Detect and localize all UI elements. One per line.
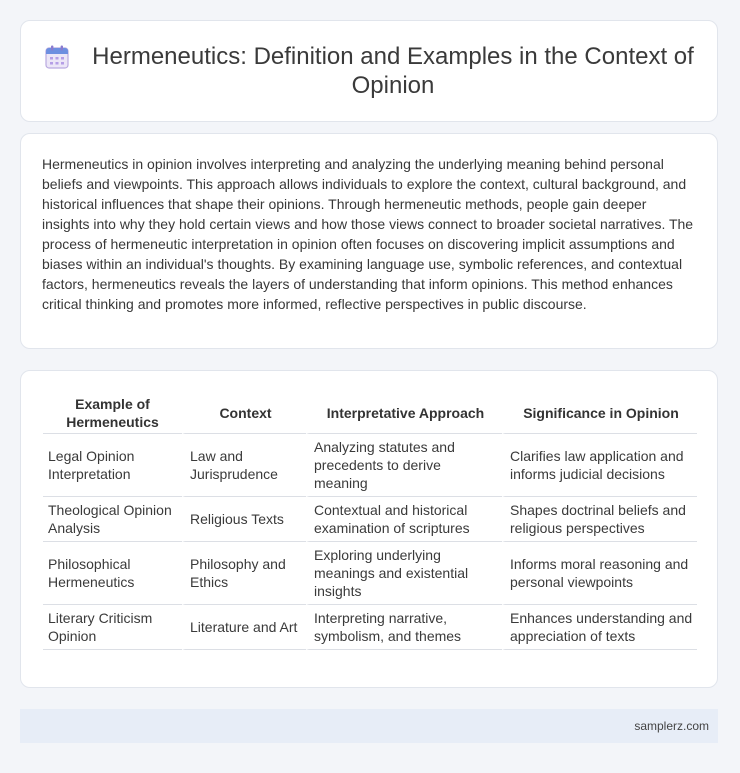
page-title: Hermeneutics: Definition and Examples in the Context of Opinion <box>92 43 694 99</box>
table-card <box>20 370 718 688</box>
intro-card <box>20 133 718 349</box>
calendar-icon <box>43 43 71 71</box>
table-cell: Exploring underlying meanings and existential insights <box>306 542 502 605</box>
table-cell: Interpreting narrative, symbolism, and themes <box>306 605 502 650</box>
table-row <box>43 542 697 605</box>
title-card <box>20 20 718 122</box>
intro-paragraph: Hermeneutics in opinion involves interpreting and analyzing the underlying meaning behind personal beliefs and viewpoints. This approach allows individuals to explore the context, cultural background, and historical influences that shape their opinions. Through hermeneutic methods, people gain deeper insights into why they hold certain views and how those views connect to broader societal narratives. The process of hermeneutic interpretation in opinion often focuses on discovering implicit assumptions and biases within an individual's thoughts. By examining language use, symbolic references, and contextual factors, hermeneutics reveals the layers of understanding that inform opinions. This method enhances critical thinking and promotes more informed, reflective perspectives in public discourse. <box>42 156 694 312</box>
examples-table <box>43 393 697 650</box>
table-header-row <box>43 393 697 434</box>
footer-site-link[interactable]: samplerz.com <box>634 719 709 733</box>
table-cell: Clarifies law application and informs judicial decisions <box>502 434 697 497</box>
table-cell: Theological Opinion Analysis <box>43 497 182 542</box>
table-cell: Contextual and historical examination of scriptures <box>306 497 502 542</box>
table-cell: Shapes doctrinal beliefs and religious perspectives <box>502 497 697 542</box>
column-header: Significance in Opinion <box>502 393 697 434</box>
footer <box>20 709 718 743</box>
column-header: Interpretative Approach <box>306 393 502 434</box>
table-cell: Law and Jurisprudence <box>182 434 306 497</box>
table-row <box>43 605 697 650</box>
table-cell: Analyzing statutes and precedents to derive meaning <box>306 434 502 497</box>
column-header: Context <box>182 393 306 434</box>
table-cell: Religious Texts <box>182 497 306 542</box>
table-row <box>43 497 697 542</box>
column-header: Example of Hermeneutics <box>43 393 182 434</box>
table-cell: Literature and Art <box>182 605 306 650</box>
table-cell: Enhances understanding and appreciation of texts <box>502 605 697 650</box>
table-cell: Philosophical Hermeneutics <box>43 542 182 605</box>
table-row <box>43 434 697 497</box>
table-cell: Legal Opinion Interpretation <box>43 434 182 497</box>
table-cell: Philosophy and Ethics <box>182 542 306 605</box>
table-cell: Informs moral reasoning and personal viewpoints <box>502 542 697 605</box>
table-cell: Literary Criticism Opinion <box>43 605 182 650</box>
